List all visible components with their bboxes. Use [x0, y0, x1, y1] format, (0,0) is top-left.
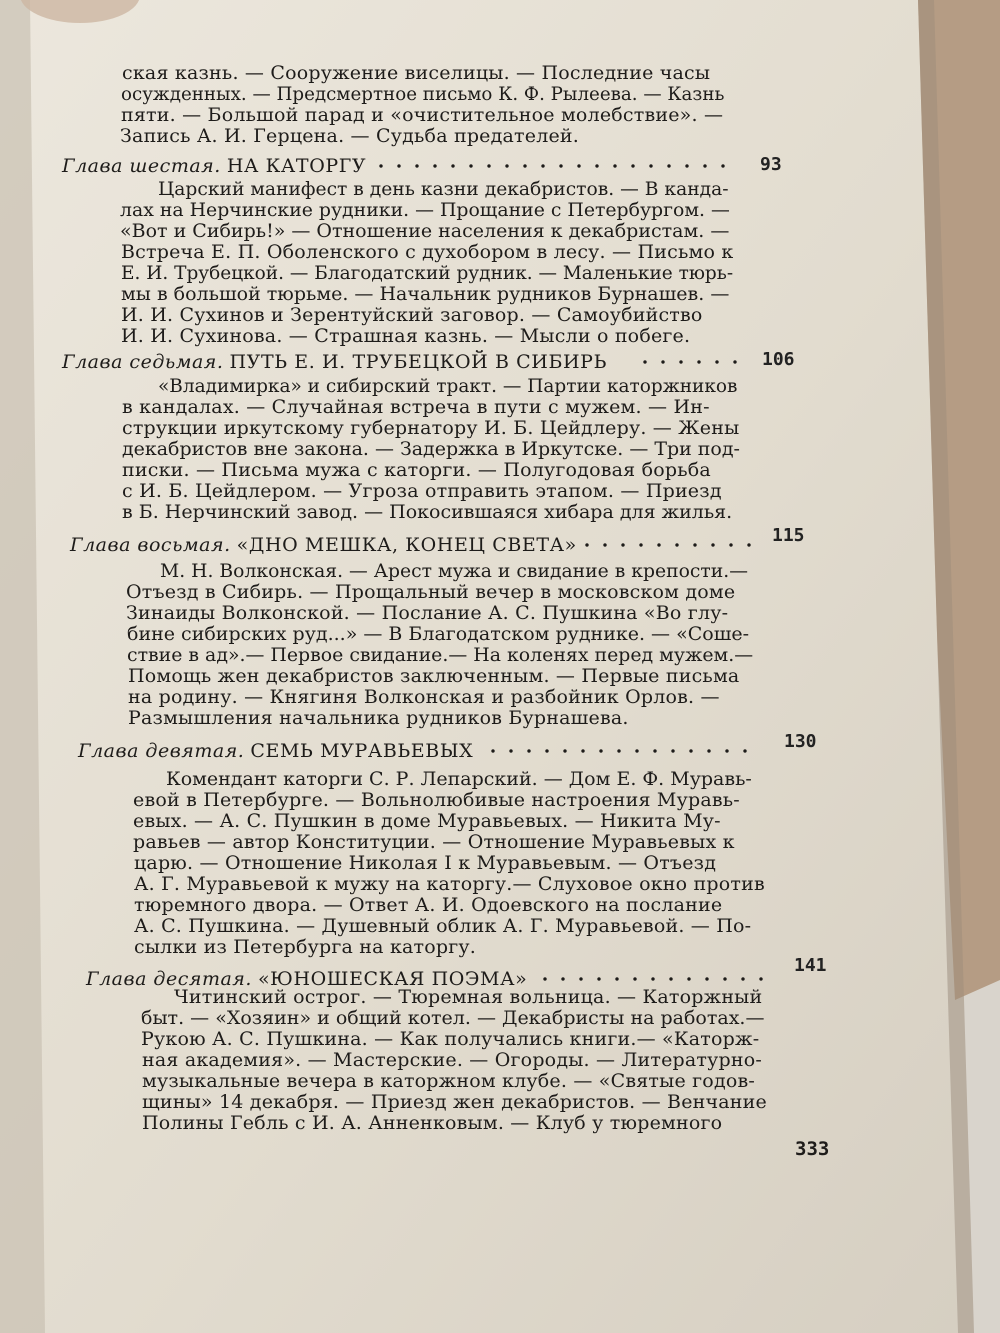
chapter-summary-line: А. С. Пушкина. — Душевный облик А. Г. Муравьевой. — По-: [134, 915, 752, 937]
chapter-title: СЕМЬ МУРАВЬЕВЫХ: [250, 740, 474, 762]
leader-dots: [372, 164, 737, 168]
leader-dots: [578, 543, 753, 547]
leader-dots: [536, 977, 774, 981]
chapter-summary-line: равьев — автор Конституции. — Отношение Муравьевых к: [133, 831, 735, 853]
chapter-title: «ДНО МЕШКА, КОНЕЦ СВЕТА»: [236, 534, 577, 556]
chapter-heading: [62, 155, 366, 177]
chapter-title: НА КАТОРГУ: [226, 155, 367, 177]
leader-dots: [484, 749, 760, 753]
chapter-summary-line: Е. И. Трубецкой. — Благодатский рудник. — Маленькие тюрь-: [121, 262, 734, 284]
chapter-page-number: 106: [762, 349, 795, 370]
intro-line: пяти. — Большой парад и «очистительное молебствие». —: [121, 104, 724, 126]
chapter-summary-line: «Вот и Сибирь!» — Отношение населения к декабристам. —: [120, 220, 730, 242]
page-number: 333: [795, 1138, 830, 1160]
chapter-summary-line: струкции иркутскому губернатору И. Б. Цейдлеру. — Жены: [122, 417, 740, 439]
chapter-summary-line: лах на Нерчинские рудники. — Прощание с Петербургом. —: [120, 199, 730, 221]
chapter-summary-line: И. И. Сухинова. — Страшная казнь. — Мысли о побеге.: [121, 325, 691, 347]
chapter-summary-line: сылки из Петербурга на каторгу.: [134, 936, 477, 958]
leader-dots: [636, 360, 746, 364]
chapter-summary-line: на родину. — Княгиня Волконская и разбойник Орлов. —: [128, 686, 720, 708]
intro-line: осужденных. — Предсмертное письмо К. Ф. Рылеева. — Казнь: [121, 83, 725, 105]
chapter-summary-line: бине сибирских руд...» — В Благодатском руднике. — «Сошe-: [127, 623, 750, 645]
chapter-summary-line: Полины Гебль с И. А. Анненковым. — Клуб у тюремного: [142, 1112, 723, 1134]
chapter-summary-line: в кандалах. — Случайная встреча в пути с мужем. — Ин-: [122, 396, 710, 418]
intro-line: Запись А. И. Герцена. — Судьба предателей.: [120, 125, 580, 147]
chapter-summary-line: щины» 14 декабря. — Приезд жен декабристов. — Венчание: [142, 1091, 767, 1113]
chapter-summary-line: Размышления начальника рудников Бурнашева.: [128, 707, 629, 729]
chapter-page-number: 115: [772, 525, 805, 546]
chapter-summary-line: музыкальные вечера в каторжном клубе. — «Святые годов-: [142, 1070, 755, 1092]
chapter-page-number: 93: [760, 154, 782, 175]
chapter-summary-line: декабристов вне закона. — Задержка в Иркутске. — Три под-: [122, 438, 740, 460]
chapter-summary-line: царю. — Отношение Николая I к Муравьевым. — Отъезд: [134, 852, 717, 874]
chapter-page-number: 141: [794, 955, 827, 976]
chapter-summary-line: быт. — «Хозяин» и общий котел. — Декабристы на работах.—: [141, 1007, 765, 1029]
chapter-summary-line: М. Н. Волконская. — Арест мужа и свидание в крепости.—: [160, 560, 748, 582]
chapter-title: «ЮНОШЕСКАЯ ПОЭМА»: [257, 968, 528, 990]
chapter-summary-line: Помощь жен декабристов заключенным. — Первые письма: [128, 665, 740, 687]
chapter-summary-line: Зинаиды Волконской. — Послание А. С. Пушкина «Во глу-: [126, 602, 729, 624]
chapter-summary-line: А. Г. Муравьевой к мужу на каторгу.— Слуховое окно против: [134, 873, 765, 895]
chapter-heading: [62, 351, 607, 373]
chapter-page-number: 130: [784, 731, 817, 752]
chapter-label: Глава восьмая.: [70, 534, 231, 556]
chapter-label: Глава шестая.: [62, 155, 221, 177]
chapter-summary-line: с И. Б. Цейдлером. — Угроза отправить этапом. — Приезд: [122, 480, 722, 502]
chapter-summary-line: Комендант каторги С. Р. Лепарский. — Дом Е. Ф. Муравь-: [166, 768, 752, 790]
chapter-summary-line: И. И. Сухинов и Зерентуйский заговор. — Самоубийство: [121, 304, 703, 326]
chapter-summary-line: Читинский острог. — Тюремная вольница. — Каторжный: [174, 986, 763, 1008]
chapter-summary-line: евой в Петербурге. — Вольнолюбивые настроения Муравь-: [133, 789, 740, 811]
chapter-label: Глава седьмая.: [62, 351, 224, 373]
intro-line: ская казнь. — Сооружение виселицы. — Последние часы: [122, 62, 711, 84]
chapter-summary-line: Царский манифест в день казни декабристов. — В канда-: [158, 178, 729, 200]
chapter-summary-line: Отъезд в Сибирь. — Прощальный вечер в московском доме: [126, 581, 736, 603]
chapter-summary-line: ная академия». — Мастерские. — Огороды. — Литературно-: [142, 1049, 762, 1071]
chapter-summary-line: Встреча Е. П. Оболенского с духобором в лесу. — Письмо к: [121, 241, 733, 263]
chapter-heading: [78, 740, 473, 762]
chapter-summary-line: тюремного двора. — Ответ А. И. Одоевского на послание: [134, 894, 723, 916]
chapter-label: Глава девятая.: [78, 740, 245, 762]
chapter-summary-line: мы в большой тюрьме. — Начальник рудников Бурнашев. —: [121, 283, 730, 305]
chapter-heading: [70, 534, 577, 556]
chapter-title: ПУТЬ Е. И. ТРУБЕЦКОЙ В СИБИРЬ: [229, 351, 607, 373]
chapter-summary-line: Рукою А. С. Пушкина. — Как получались книги.— «Каторж-: [141, 1028, 760, 1050]
chapter-label: Глава десятая.: [86, 968, 252, 990]
chapter-summary-line: ствие в ад».— Первое свидание.— На коленях перед мужем.—: [127, 644, 754, 666]
chapter-summary-line: в Б. Нерчинский завод. — Покосившаяся хибара для жилья.: [122, 501, 733, 523]
chapter-summary-line: «Владимирка» и сибирский тракт. — Партии каторжников: [158, 375, 738, 397]
chapter-summary-line: евых. — А. С. Пушкин в доме Муравьевых. — Никита Му-: [133, 810, 721, 832]
chapter-summary-line: писки. — Письма мужа с каторги. — Полугодовая борьба: [122, 459, 711, 481]
